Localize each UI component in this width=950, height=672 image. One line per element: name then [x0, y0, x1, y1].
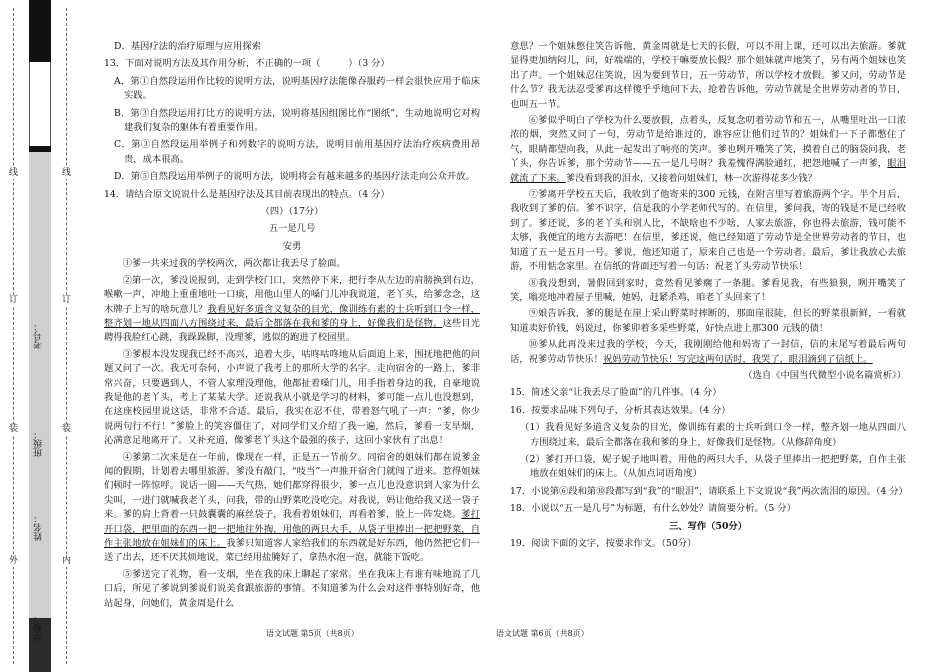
question-16-2: （2）爹打开口袋，妮子妮子地叫着，用他的两只大手，从袋子里捧出一把把野菜，自作主张地放在姐妹们的床上。（从加点词语角度）	[520, 453, 906, 480]
inner-mark-ding: 订	[62, 295, 72, 305]
outer-mark-ding: 订	[9, 295, 19, 305]
q13-option-b: B．第③自然段运用打比方的说明方法，说明将基因组图比作“图纸”，生动地说明它对构建我们复杂的躯体有着重要作用。	[114, 107, 480, 134]
inner-mark-xian: 线	[62, 168, 72, 178]
para-6-underlined: 眼泪就流了下来。	[510, 158, 906, 184]
para-4-underlined: 爹打开口袋，把里面的东西一把一把地往外掏，用他的两只大手，从袋子里捧出一把把野菜，自作主张地放在姐妹们的床上。	[104, 509, 480, 549]
question-17: 17．小说第⑥段和第⑩段都写到“我”的“眼泪”，请联系上下文说说“我”两次流泪的原因。（4 分）	[510, 485, 908, 497]
class-field-label: 班级：	[34, 430, 44, 457]
q13-option-d: D．第⑤自然段运用举例子的说明方法，说明将会有越来越多的基因疗法走向公众开放。	[114, 171, 475, 183]
inner-mark-nei: 内	[62, 556, 72, 566]
q12-option-d: D．基因疗法的治疗原理与应用探索	[114, 41, 261, 52]
outer-mark-zhuang: 装	[9, 424, 19, 434]
question-14: 14．请结合原文说说什么是基因疗法及其目前表现出的特点。（4 分）	[104, 188, 390, 200]
para-4-text-end: 我爹只知道客人家给我们的东西就是好东西，他仍然把它们一送了出去，还不厌其烦地说，菜已经用盐腌好了，拿热水泡一泡，就能下饭吃。	[104, 538, 480, 564]
binding-strip	[0, 0, 56, 672]
school-field-label: 学校：	[34, 614, 44, 641]
story-para-5: ⑤爹送完了礼物，看一支烟，坐在我的床上聊起了家常。坐在我床上有谁有味地说了几口后，所见了爹说到爹说们说美食跟旅游的事情。不知道爹为什么会对这件事特别好奇，他站起身，问她们，黄金周是什么	[104, 568, 480, 609]
story-para-8: ⑧我没想到，暑假回到家时，竟然看见爹瘸了一条腿。爹看见我，有些狼狈，咧开嘴笑了笑，嗡亮地冲着屋子里喊，她妈，赶紧杀鸡，咱老丫头回来了！	[510, 277, 906, 303]
para-10-text: ⑩爹从此再没来过我的学校，今天，我刚刚给他和妈寄了一封信，信的末尾写着最后两句话，祝爹劳动节快乐！	[510, 339, 906, 365]
section-3-heading: 三、写作（50分）	[668, 520, 748, 532]
page-6-column	[510, 40, 906, 554]
q13-option-a: A．第①自然段运用作比较的说明方法，说明基因疗法能像吞服药一样会很快应用于临床实践。	[114, 75, 480, 102]
story-para-4	[104, 451, 480, 566]
story-para-3: ③爹根本没发现我已经不高兴，追着大步，咕咚咕咚地从后面追上来，围抚地把他的问题又问了一次。我无可奈何，小声说了我考上的那所大学的名字。走向宿舍的一路上，爹非常兴奋，只要遇到人，不管人家理没理他，他都扯着嗓门儿，用手指着身边的我，自豪地说我是他的老丫头，考上了某某大学。还说我从小就是学习的材料，爹可能一点儿也没想到，在这座校园里说这话，非常不合适。最后，我实在忍不住，带着怒气吼了一声：“爹，你少说两句行不行！”爹脸上的笑容僵住了，对同学们又介绍了我一遍，然后，爹看一支旱烟，沁满意足地离开了。又补充道，像爹老丫头这个最强的孩子，这回小家伙有了出息！	[104, 348, 480, 447]
para-2-underlined: 我看见好多道含义复杂的目光，像训练有素的士兵听到口令一样，整齐划一地从四面八方围绕过来，最后全都落在我和爹的身上，好像我们是怪物。	[104, 303, 480, 329]
para-6-text-end: 爹没看到我的泪水，又接着问姐妹们，林一次游得花多少钱？	[565, 172, 817, 184]
question-16-1: （1）我看见好多道含义复杂的目光，像训练有素的士兵听到口令一样，整齐划一地从四面八方围绕过来，最后全都落在我和爹的身上，好像我们是怪物。（从修辞角度）	[520, 422, 906, 448]
inner-mark-zhuang: 装	[62, 424, 72, 434]
para-2-text-end: 这些目光聘得我脸红心跳，我跺跺脚，没理爹，逃似的跑进了校园里。	[104, 317, 480, 344]
outer-mark-wai: 外	[9, 556, 19, 566]
q13-option-c: C．第③自然段运用举例子和列数字的说明方法，说明目前用基因疗法治疗疾病费用昂贵，成本很高。	[114, 139, 480, 165]
question-18: 18．小说以“五一是几号”为标题，有什么妙处？请简要分析。（5 分）	[510, 503, 796, 515]
page-5-column	[104, 40, 480, 613]
name-field-label: 姓名：	[34, 514, 44, 541]
binding-bar-white	[29, 62, 51, 146]
story-para-5-cont: 意思？一个姐妹憋住笑告诉他，黄金周就是七天的长假，可以不用上课，还可以出去旅游。爹就显得更加纳闷儿，问，好端端的，学校干嘛要放长假？那个姐妹就声地笑了，另有两个姐妹也笑出了声。一个姐妹忍住笑说，因为要到节日，五一劳动节，所以学校才放假。爹又问，劳动节是什么节？我无法忍受爹再这样傻乎乎地问下去，抢着告诉他，劳动节就是全世界劳动者的节日，也叫五一节。	[510, 41, 906, 110]
story-author: 安勇	[282, 240, 302, 252]
page-6-footer: 语文试题 第6页（共8页）	[496, 629, 589, 638]
binding-bar-gray	[29, 152, 51, 618]
para-10-underlined: 祝妈劳动节快乐！写完这两句话时，我哭了，眼泪滴到了信纸上。	[602, 353, 873, 365]
outer-mark-xian: 线	[9, 168, 19, 178]
question-15: 15．简述父亲“让我丢尽了脸面”的几件事。（4 分）	[510, 387, 722, 399]
para-4-text: ④爹第二次来是在一年前，像现在一样，正是五一节前夕。同宿舍的姐妹们都在说爹金闻的假期，计划着去哪里旅游。爹没有敲门，“吱当”一声推开宿舍门就闯了进来。惹得姐妹们顿时一阵惊呼。说话一圆——天气热，她们都穿得很少，爹一点儿也没意识到人家为什么尖叫，一进门就喊我老丫头，问我，带的山野菜吃没吃完。对我说，妈让他给我又送一袋子来。爹的肩上背着一只鼓囊囊的麻丝袋子，我看着姐妹们，再看着爹，脸上一阵发烧。	[104, 451, 480, 521]
story-para-1: ①爹一共来过我的学校两次，两次都让我丢尽了脸面。	[122, 258, 346, 270]
question-13: 13．下面对说明方法及其作用分析，不正确的一项（ ）（3 分）	[104, 58, 390, 70]
para-2-text: ②第一次，爹没说报到，走到学校门口，突然停下来，把行李从左边的肩膀换到右边，喉嗽一声，冲地上重重地吐一口痰，用他山里人的嗓门儿冲我说道，老丫头，给爹念念，这木牌子上写的啥玩意儿？	[104, 274, 480, 315]
story-source: （选自《中国当代微型小说名篇赏析》）	[743, 369, 906, 381]
binding-bar-top	[29, 0, 51, 62]
exam-no-field-label: 考号：	[34, 322, 44, 349]
story-title: 五一是几号	[268, 223, 316, 235]
story-para-7: ⑦爹离开学校五天后，我收到了他寄来的300 元钱，在附言里写着旅游两个字。半个月后，我收到了爹的信。爹不识字，信是我的小学老师代写的。在信里，爹问我，寄的钱是不是已经收到了。爹还说，多的老丫头和别人比，不缺啥也不少啥，人家去旅游，你也得去旅游，钱可能不太够，我便宜的地方去游吧！在信里，爹还说，他已经知道了劳动节是全世界劳动者的节日，也知道了五一是五月一号。爹说，他还知道了，原来自己也是一个劳动者。最后，爹让我放心去旅游，不用惦念家里。在信纸的背面还写着一句话：祝老丫头劳动节快乐！	[510, 189, 906, 273]
story-para-6	[510, 114, 906, 186]
story-para-10	[510, 338, 906, 367]
question-16: 16．按要求品味下列句子，分析其表达效果。（4 分）	[510, 404, 731, 416]
para-6-text: ⑥爹似乎明白了学校为什么要放假，点着头，反复念叨着劳动节和五一，从嘴里吐出一口浓浓的烟，突然又问了一句，劳动节是给谁过的，谁容应让他们过节的？姐妹们一下子都憋住了气，眼睛都望向我，从此一起发出了响亮的笑声。爹也咧开嘴笑了笑，摸着自己的脑袋问我，老丫头，你告诉爹，那个劳动节——五一是几号呀？我羞愧得满脸通红，把怨地喊了一声爹，	[510, 115, 906, 170]
page-5-footer: 语文试题 第5页（共8页）	[266, 629, 359, 638]
story-para-2	[104, 274, 480, 346]
story-para-9: ⑨娘告诉我，爹的腿是在崖上采山野菜时摔断的，那面崖很陡，但长的野菜很新鲜，一看就知道卖好价钱，妈说过，你爹卯着多采些野菜，好快点进上那300 元钱的债！	[510, 308, 906, 334]
section-4-heading: （四）（17分）	[260, 206, 324, 218]
question-19: 19．阅读下面的文字，按要求作文。（50分）	[510, 538, 697, 549]
